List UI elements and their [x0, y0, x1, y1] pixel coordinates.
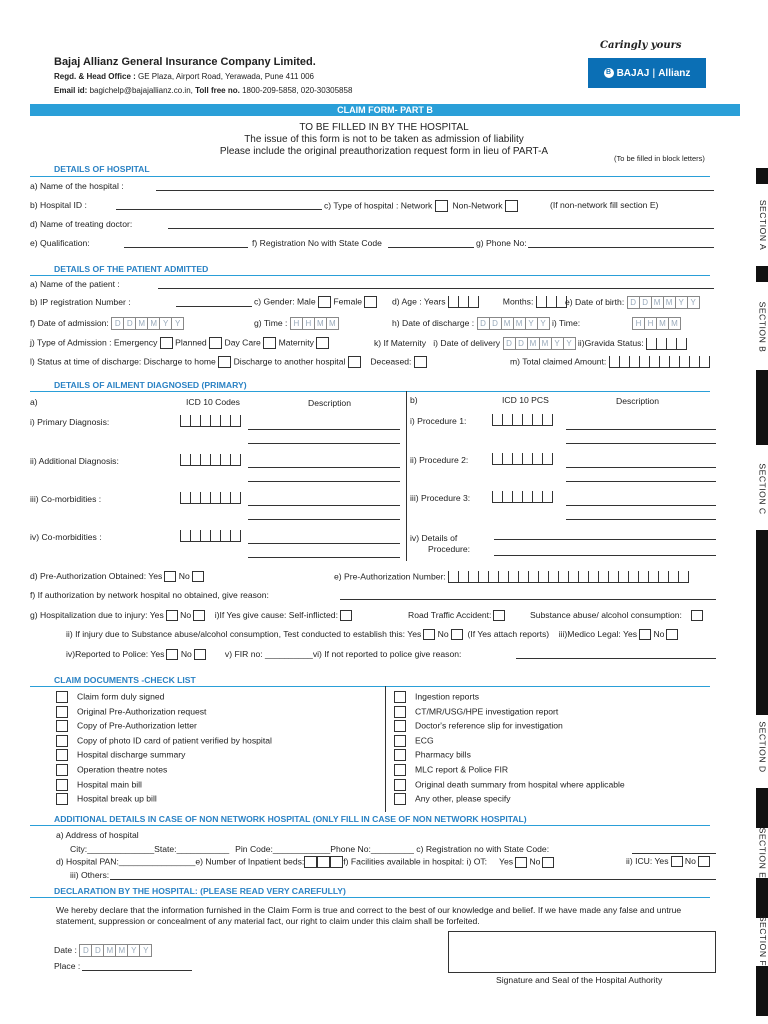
deceased-checkbox[interactable]	[414, 356, 427, 368]
pcs-field[interactable]	[492, 414, 553, 426]
checklist-item[interactable]	[56, 691, 164, 703]
checklist-label: Claim form duly signed	[77, 691, 165, 702]
registration-field[interactable]	[632, 844, 716, 854]
side-bar	[756, 370, 768, 445]
checkbox[interactable]	[56, 764, 68, 776]
checkbox[interactable]	[394, 779, 406, 791]
doctor-field[interactable]	[168, 219, 714, 229]
checklist-item[interactable]	[56, 764, 167, 776]
side-bar	[756, 878, 768, 918]
side-bar	[756, 168, 768, 184]
total-amount: m) Total claimed Amount:	[510, 356, 710, 368]
admission-date: f) Date of admission: D D M M Y Y	[30, 317, 184, 330]
female-checkbox[interactable]	[364, 296, 377, 308]
checklist-item[interactable]	[56, 779, 142, 791]
icd-field[interactable]	[180, 492, 241, 504]
desc-field[interactable]	[248, 534, 400, 544]
tagline: Caringly yours	[600, 40, 682, 51]
signature-label: Signature and Seal of the Hospital Authority	[496, 975, 663, 985]
checklist-label: MLC report & Police FIR	[415, 764, 509, 775]
checkbox[interactable]	[394, 793, 406, 805]
checklist-label: Any other, please specify	[415, 793, 511, 804]
self-inflicted-checkbox[interactable]	[340, 610, 352, 621]
hospital-id-label: b) Hospital ID :	[30, 200, 87, 210]
checkbox[interactable]	[56, 749, 68, 761]
section-e-label: SECTION E	[757, 827, 768, 879]
checklist-label: Copy of Pre-Authorization letter	[77, 720, 197, 731]
ip-number-field[interactable]	[176, 297, 252, 307]
desc-field[interactable]	[248, 548, 400, 558]
icd-field[interactable]	[180, 454, 241, 466]
company-name: Bajaj Allianz General Insurance Company Limited.	[54, 56, 316, 68]
admission-date-field[interactable]: D D M M Y Y	[111, 317, 184, 330]
section-c-title: DETAILS OF AILMENT DIAGNOSED (PRIMARY)	[54, 380, 247, 390]
substance: Substance abuse/ alcohol consumption:	[530, 610, 703, 621]
checklist-item[interactable]	[394, 764, 508, 776]
checklist-item[interactable]	[56, 735, 272, 747]
hospital-name-field[interactable]	[156, 181, 714, 191]
injury: g) Hospitalization due to injury: Yes No i)If Yes give cause: Self-inflicted:	[30, 610, 352, 621]
checkbox[interactable]	[56, 735, 68, 747]
desc-field[interactable]	[248, 472, 400, 482]
checklist-item[interactable]	[56, 706, 206, 718]
regd-office: Regd. & Head Office : GE Plaza, Airport Road, Yerawada, Pune 411 006	[54, 72, 314, 81]
desc-field[interactable]	[248, 434, 400, 444]
hospital-name-label: a) Name of the hospital :	[30, 181, 124, 191]
checklist-item[interactable]	[394, 779, 625, 791]
daycare-checkbox[interactable]	[263, 337, 276, 349]
desc2-header: Description	[616, 396, 659, 406]
pcs-field[interactable]	[492, 491, 553, 503]
checklist-label: ECG	[415, 735, 434, 746]
desc-field[interactable]	[248, 420, 400, 430]
col-b-label: b)	[410, 395, 418, 405]
discharge-date: h) Date of discharge : D D M M Y Y i) Time:	[392, 317, 581, 328]
divider	[406, 391, 407, 561]
authorization-reason-field[interactable]	[340, 590, 716, 600]
maternity-section: k) If Maternity i) Date of delivery D D M M Y Y ii)Gravida Status:	[374, 337, 687, 350]
comorbidities-label: iv) Co-morbidities :	[30, 532, 102, 542]
test-no-checkbox[interactable]	[451, 629, 463, 640]
section-c-label: SECTION C	[757, 463, 768, 515]
procedure-details-label: iv) Details of Procedure:	[410, 533, 471, 554]
icd-field[interactable]	[180, 415, 241, 427]
ip-number-label: b) IP registration Number :	[30, 297, 131, 307]
home-checkbox[interactable]	[218, 356, 231, 368]
checklist-item[interactable]	[394, 706, 558, 718]
checklist-item[interactable]	[394, 720, 563, 732]
injury-yes-checkbox[interactable]	[166, 610, 178, 621]
registration-label: f) Registration No with State Code	[252, 238, 382, 248]
desc-field[interactable]	[248, 496, 400, 506]
section-a-title: DETAILS OF HOSPITAL	[54, 164, 150, 174]
section-a-label: SECTION A	[757, 199, 768, 251]
subtitle: TO BE FILLED IN BY THE HOSPITAL The issue of this form is not to be taken as admission of liability Please include the original preauthorization request form in lieu of PART-A	[219, 122, 549, 157]
checklist-item[interactable]	[394, 793, 511, 805]
checklist-label: CT/MR/USG/HPE investigation report	[415, 705, 559, 716]
checklist-label: Copy of photo ID card of patient verified by hospital	[77, 735, 272, 746]
others-label: iii) Others:	[70, 870, 110, 880]
divider	[385, 686, 386, 812]
title-bar: CLAIM FORM- PART B	[30, 104, 740, 116]
gender: c) Gender: Male Female	[254, 296, 377, 308]
preauth-no-checkbox[interactable]	[192, 571, 204, 582]
icd-field[interactable]	[180, 530, 241, 542]
pcs-desc-field[interactable]	[566, 458, 716, 468]
checklist-label: Pharmacy bills	[415, 749, 471, 760]
procedure-details-field[interactable]	[494, 530, 716, 540]
checklist-label: Ingestion reports	[415, 691, 480, 702]
checkbox[interactable]	[394, 706, 406, 718]
police-no-checkbox[interactable]	[194, 649, 206, 660]
road-accident: Road Traffic Accident:	[408, 610, 505, 621]
checkbox[interactable]	[394, 735, 406, 747]
injury-no-checkbox[interactable]	[193, 610, 205, 621]
preauth-yes-checkbox[interactable]	[164, 571, 176, 582]
checklist-label: Hospital break up bill	[77, 793, 157, 804]
test-yes-checkbox[interactable]	[423, 629, 435, 640]
dob: e) Date of birth: D D M M Y Y	[565, 296, 700, 309]
dob-date-field[interactable]: D D M M Y Y	[627, 296, 700, 309]
checklist-label: Original Pre-Authorization request	[77, 705, 207, 716]
comorbidities-label: iii) Co-morbidities :	[30, 494, 102, 504]
checkbox[interactable]	[56, 779, 68, 791]
checklist-label: Operation theatre notes	[77, 764, 168, 775]
discharge-status: l) Status at time of discharge: Discharge to home Discharge to another hospital Deceased:	[30, 356, 427, 368]
ot-no-checkbox[interactable]	[542, 857, 554, 868]
registration-field[interactable]	[388, 238, 474, 248]
police-yes-checkbox[interactable]	[166, 649, 178, 660]
delivery-date-field[interactable]: D D M M Y Y	[503, 337, 576, 350]
checkbox[interactable]	[394, 691, 406, 703]
contact-line: Email id: bagichelp@bajajallianz.co.in, Toll free no. 1800-209-5858, 020-30305858	[54, 86, 353, 95]
checklist-label: Doctor's reference slip for investigation	[415, 720, 563, 731]
admission-time-field[interactable]: H H M M	[290, 317, 339, 330]
substance-checkbox[interactable]	[691, 610, 703, 621]
planned-checkbox[interactable]	[209, 337, 222, 349]
hospital-id-field[interactable]	[116, 200, 322, 210]
checklist-item[interactable]	[56, 793, 157, 805]
desc-field[interactable]	[248, 458, 400, 468]
section-f-label: SECTION F	[757, 915, 768, 967]
side-bar	[756, 266, 768, 282]
address-label: a) Address of hospital	[56, 830, 139, 840]
admission-type: j) Type of Admission : Emergency Planned Day Care Maternity	[30, 337, 329, 349]
icu: ii) ICU: Yes No	[626, 856, 710, 867]
checkbox[interactable]	[56, 720, 68, 732]
icd10-header: ICD 10 Codes	[186, 397, 240, 407]
checkbox[interactable]	[394, 764, 406, 776]
side-bar	[756, 530, 768, 715]
non-network-note: (If non-network fill section E)	[550, 200, 659, 210]
bed-box[interactable]	[330, 856, 343, 868]
qualification-field[interactable]	[124, 238, 248, 248]
side-bar	[756, 788, 768, 828]
preauth-number: e) Pre-Authorization Number:	[334, 571, 689, 583]
section-e-title: ADDITIONAL DETAILS IN CASE OF NON NETWORK HOSPITAL (ONLY FILL IN CASE OF NON NETWORK HOSPITAL)	[54, 814, 527, 824]
col-a-label: a)	[30, 397, 38, 407]
age: d) Age : Years Months:	[392, 296, 567, 308]
preauth-obtained: d) Pre-Authorization Obtained: Yes No	[30, 571, 204, 582]
authorization-reason-label: f) If authorization by network hospital no obtained, give reason:	[30, 590, 269, 600]
section-b-title: DETAILS OF THE PATIENT ADMITTED	[54, 264, 209, 274]
pcs-desc-field[interactable]	[566, 472, 716, 482]
procedure1-label: i) Procedure 1:	[410, 416, 467, 426]
substance-test: ii) If injury due to Substance abuse/alcohol consumption, Test conducted to establish this: Yes No (If Yes attach reports) iii)Medico Legal: Yes No	[66, 629, 678, 640]
pcs-desc-field[interactable]	[566, 434, 716, 444]
others-field[interactable]	[110, 870, 716, 880]
discharge-date-field[interactable]: D D M M Y Y	[477, 317, 550, 330]
procedure2-label: ii) Procedure 2:	[410, 455, 469, 465]
pan-line: d) Hospital PAN:________________e) Number of Inpatient beds: f) Facilities available in hospital: i) OT: Yes No	[56, 856, 554, 868]
pcs-field[interactable]	[492, 453, 553, 465]
network-checkbox[interactable]	[435, 200, 448, 212]
section-d-title: CLAIM DOCUMENTS -CHECK LIST	[54, 675, 196, 685]
discharge-time-field[interactable]: H H M M	[632, 317, 681, 330]
section-b-label: SECTION B	[757, 301, 768, 353]
medico-no-checkbox[interactable]	[666, 629, 678, 640]
signature-box[interactable]	[448, 931, 716, 973]
hospital-type: c) Type of hospital : Network Non-Network	[324, 200, 518, 212]
another-hospital-checkbox[interactable]	[348, 356, 361, 368]
primary-diagnosis-label: i) Primary Diagnosis:	[30, 417, 110, 427]
phone-label: g) Phone No:	[476, 238, 527, 248]
section-f-title: DECLARATION BY THE HOSPITAL: (PLEASE READ VERY CAREFULLY)	[54, 886, 346, 896]
icu-yes-checkbox[interactable]	[671, 856, 683, 867]
checkbox[interactable]	[394, 720, 406, 732]
procedure-details-field[interactable]	[494, 546, 716, 556]
pcs-desc-field[interactable]	[566, 420, 716, 430]
police-reason-field[interactable]	[516, 649, 716, 659]
logo-b-icon: B	[604, 68, 614, 78]
patient-name-label: a) Name of the patient :	[30, 279, 120, 289]
side-bar	[756, 966, 768, 1016]
place-label: Place :	[54, 961, 81, 971]
checklist-label: Hospital discharge summary	[77, 749, 186, 760]
checklist-item[interactable]	[394, 691, 479, 703]
ot-yes-checkbox[interactable]	[515, 857, 527, 868]
checklist-item[interactable]	[394, 749, 471, 761]
bed-box[interactable]	[304, 856, 317, 868]
non-network-checkbox[interactable]	[505, 200, 518, 212]
declaration-date-field[interactable]: D D M M Y Y	[79, 944, 152, 957]
address-line: City:______________State:___________ Pin Code:____________Phone No:_________ c) Registration no with State Code:	[70, 844, 550, 854]
checkbox[interactable]	[56, 793, 68, 805]
brand-logo: B BAJAJ | Allianz	[588, 58, 706, 88]
doctor-label: d) Name of treating doctor:	[30, 219, 133, 229]
checklist-item[interactable]	[56, 720, 197, 732]
additional-diagnosis-label: ii) Additional Diagnosis:	[30, 456, 119, 466]
desc-header: Description	[308, 398, 351, 408]
police: iv)Reported to Police: Yes No v) FIR no: __________vi) If not reported to police give reason:	[66, 649, 462, 659]
checklist-label: Original death summary from hospital where applicable	[415, 778, 625, 789]
maternity-checkbox[interactable]	[316, 337, 329, 349]
pcs-desc-field[interactable]	[566, 496, 716, 506]
phone-field[interactable]	[528, 238, 714, 248]
icu-no-checkbox[interactable]	[698, 856, 710, 867]
place-field[interactable]	[82, 961, 192, 971]
admission-time: g) Time : H H M M	[254, 317, 339, 330]
date-label: Date : D D M M Y Y	[54, 944, 152, 957]
patient-name-field[interactable]	[158, 279, 714, 289]
declaration-text: We hereby declare that the information furnished in the Claim Form is true and correct to the best of our knowledge and belief. If we have made any false and untrue statement, suppression or concealment of any material fact, our right to claim under this claim shall be forfeited.	[56, 905, 682, 926]
checkbox[interactable]	[56, 691, 68, 703]
procedure3-label: iii) Procedure 3:	[410, 493, 471, 503]
qualification-label: e) Qualification:	[30, 238, 90, 248]
pcs-desc-field[interactable]	[566, 510, 716, 520]
male-checkbox[interactable]	[318, 296, 331, 308]
checkbox[interactable]	[394, 749, 406, 761]
checklist-item[interactable]	[56, 749, 185, 761]
icdpcs-header: ICD 10 PCS	[502, 395, 549, 405]
desc-field[interactable]	[248, 510, 400, 520]
block-letters-note: (To be filled in block letters)	[614, 154, 705, 163]
checklist-label: Hospital main bill	[77, 778, 142, 789]
road-accident-checkbox[interactable]	[493, 610, 505, 621]
section-d-label: SECTION D	[757, 721, 768, 773]
medico-yes-checkbox[interactable]	[639, 629, 651, 640]
checkbox[interactable]	[56, 706, 68, 718]
checklist-item[interactable]	[394, 735, 434, 747]
emergency-checkbox[interactable]	[160, 337, 173, 349]
bed-box[interactable]	[317, 856, 330, 868]
